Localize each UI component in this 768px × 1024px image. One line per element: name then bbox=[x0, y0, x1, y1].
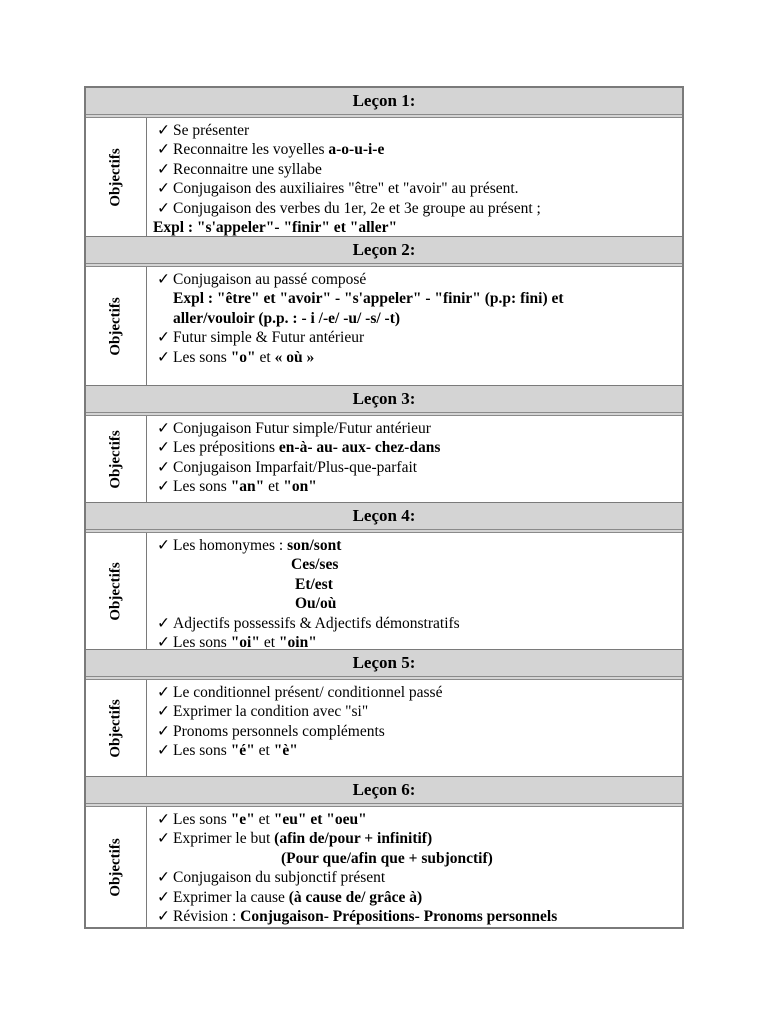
objective-text: (à cause de/ grâce à) bbox=[288, 888, 423, 906]
lesson-body bbox=[86, 118, 682, 237]
checkmark-icon: ✓ bbox=[157, 907, 170, 925]
checkmark-icon: ✓ bbox=[157, 830, 170, 848]
objective-item bbox=[157, 438, 682, 457]
objective-item bbox=[157, 888, 682, 907]
objectives-label: Objectifs bbox=[107, 429, 124, 489]
checkmark-icon: ✓ bbox=[157, 141, 170, 159]
lesson-block bbox=[84, 650, 684, 777]
checkmark-icon: ✓ bbox=[157, 420, 170, 437]
objective-text: "é" bbox=[230, 742, 255, 760]
objective-item bbox=[157, 121, 682, 140]
objective-text: et bbox=[255, 348, 275, 366]
objective-text: "eu" et "oeu" bbox=[273, 811, 367, 828]
objectives-list bbox=[147, 267, 682, 385]
objectives-list bbox=[147, 680, 682, 776]
objectives-list bbox=[147, 533, 682, 649]
objective-text: Exprimer le but bbox=[173, 830, 275, 848]
objective-text: Conjugaison- Prépositions- Pronoms personnels bbox=[240, 907, 558, 925]
objectives-label: Objectifs bbox=[107, 296, 124, 356]
objective-text: Conjugaison au passé composé bbox=[173, 271, 367, 288]
objective-text: Conjugaison du subjonctif présent bbox=[173, 869, 386, 887]
objectives-side-cell bbox=[86, 533, 147, 649]
objective-text: Ces/ses bbox=[291, 556, 339, 574]
lesson-title: Leçon 4: bbox=[86, 503, 682, 533]
checkmark-icon: ✓ bbox=[157, 742, 170, 760]
objective-item bbox=[157, 458, 682, 477]
objective-item bbox=[157, 829, 682, 848]
objective-item bbox=[157, 328, 682, 347]
objective-item bbox=[157, 722, 682, 741]
objective-text: Les sons bbox=[173, 633, 231, 651]
objective-text: son/sont bbox=[287, 537, 342, 554]
objective-text: Conjugaison Imparfait/Plus-que-parfait bbox=[173, 458, 418, 476]
objective-item bbox=[157, 477, 682, 496]
lesson-block bbox=[84, 237, 684, 386]
lesson-block bbox=[84, 386, 684, 503]
checkmark-icon: ✓ bbox=[157, 888, 170, 906]
objective-item bbox=[157, 849, 682, 868]
objective-text: « où » bbox=[274, 348, 315, 366]
objectives-side-cell bbox=[86, 416, 147, 502]
checkmark-icon: ✓ bbox=[157, 122, 170, 139]
objective-text: Se présenter bbox=[173, 122, 250, 139]
objective-text: Conjugaison Futur simple/Futur antérieur bbox=[173, 420, 431, 437]
checkmark-icon: ✓ bbox=[157, 199, 170, 217]
checkmark-icon: ✓ bbox=[157, 180, 170, 198]
lesson-title: Leçon 6: bbox=[86, 777, 682, 807]
checkmark-icon: ✓ bbox=[157, 722, 170, 740]
objective-text: aller/vouloir (p.p. : - i /-e/ -u/ -s/ -t) bbox=[173, 309, 401, 327]
objective-text: Pronoms personnels compléments bbox=[173, 722, 385, 740]
objective-text: et bbox=[254, 811, 274, 828]
objective-item bbox=[157, 683, 682, 702]
objective-text: et bbox=[264, 478, 284, 496]
objective-text: (Pour que/afin que + subjonctif) bbox=[281, 849, 493, 867]
objective-text: "e" bbox=[230, 811, 255, 828]
objective-text: Révision : bbox=[173, 907, 241, 925]
checkmark-icon: ✓ bbox=[157, 633, 170, 651]
objectives-side-cell bbox=[86, 267, 147, 385]
objective-item bbox=[157, 614, 682, 633]
lessons-table bbox=[84, 86, 684, 929]
objective-item bbox=[157, 907, 682, 926]
checkmark-icon: ✓ bbox=[157, 329, 170, 347]
objective-text: Expl : "être" et "avoir" - "s'appeler" - "finir" (p.p: fini) et bbox=[173, 290, 564, 308]
checkmark-icon: ✓ bbox=[157, 684, 170, 701]
objective-item bbox=[157, 270, 682, 289]
checkmark-icon: ✓ bbox=[157, 271, 170, 288]
objective-text: Conjugaison des verbes du 1er, 2e et 3e groupe au présent ; bbox=[173, 199, 541, 217]
objectives-list bbox=[147, 118, 682, 236]
objectives-label: Objectifs bbox=[107, 561, 124, 621]
objective-item bbox=[157, 179, 682, 198]
objective-text: Le conditionnel présent/ conditionnel passé bbox=[173, 684, 443, 701]
objectives-side-cell bbox=[86, 118, 147, 236]
checkmark-icon: ✓ bbox=[157, 869, 170, 887]
lesson-body bbox=[86, 267, 682, 386]
checkmark-icon: ✓ bbox=[157, 703, 170, 721]
objective-item bbox=[157, 160, 682, 179]
objective-item bbox=[157, 289, 682, 308]
lesson-block bbox=[84, 86, 684, 237]
objective-text: Reconnaitre les voyelles bbox=[173, 141, 329, 159]
lesson-body bbox=[86, 807, 682, 927]
objective-text: et bbox=[254, 742, 274, 760]
objective-text: Reconnaitre une syllabe bbox=[173, 160, 322, 178]
objectives-label: Objectifs bbox=[107, 147, 124, 207]
objective-text: "an" bbox=[230, 478, 265, 496]
lesson-body bbox=[86, 680, 682, 777]
checkmark-icon: ✓ bbox=[157, 811, 170, 828]
checkmark-icon: ✓ bbox=[157, 614, 170, 632]
checkmark-icon: ✓ bbox=[157, 458, 170, 476]
objective-text: Exprimer la condition avec "si" bbox=[173, 703, 369, 721]
objective-text: a-o-u-i-e bbox=[328, 141, 385, 159]
lesson-title: Leçon 3: bbox=[86, 386, 682, 416]
objective-text: Les homonymes : bbox=[173, 537, 288, 554]
objective-text: en-à- au- aux- chez-dans bbox=[278, 439, 441, 457]
objective-text: Conjugaison des auxiliaires "être" et "avoir" au présent. bbox=[173, 180, 519, 198]
objective-text: Les sons bbox=[173, 348, 231, 366]
objective-item bbox=[157, 536, 682, 555]
checkmark-icon: ✓ bbox=[157, 439, 170, 457]
objective-text: Ou/où bbox=[295, 595, 337, 613]
objective-item bbox=[157, 868, 682, 887]
lesson-body bbox=[86, 533, 682, 650]
objective-text: Et/est bbox=[295, 575, 333, 593]
objectives-side-cell bbox=[86, 807, 147, 927]
objective-text: Expl : "s'appeler"- "finir" et "aller" bbox=[153, 218, 398, 236]
objective-text: "oin" bbox=[278, 633, 317, 651]
objective-text: "oi" bbox=[230, 633, 260, 651]
objective-item bbox=[157, 575, 682, 594]
objective-item bbox=[157, 702, 682, 721]
objective-text: "on" bbox=[283, 478, 317, 496]
objective-item bbox=[157, 140, 682, 159]
lesson-title: Leçon 1: bbox=[86, 88, 682, 118]
objective-text: et bbox=[259, 633, 279, 651]
objective-text: Les sons bbox=[173, 742, 231, 760]
lesson-block bbox=[84, 503, 684, 650]
objective-item bbox=[157, 555, 682, 574]
objective-item bbox=[157, 309, 682, 328]
objectives-list bbox=[147, 416, 682, 502]
lesson-title: Leçon 5: bbox=[86, 650, 682, 680]
objective-text: Les prépositions bbox=[173, 439, 279, 457]
checkmark-icon: ✓ bbox=[157, 537, 170, 554]
objectives-list bbox=[147, 807, 682, 927]
objective-text: Les sons bbox=[173, 811, 231, 828]
objective-item bbox=[153, 218, 682, 237]
objective-item bbox=[157, 419, 682, 438]
objectives-label: Objectifs bbox=[107, 837, 124, 897]
objective-item bbox=[157, 199, 682, 218]
objective-item bbox=[157, 810, 682, 829]
checkmark-icon: ✓ bbox=[157, 478, 170, 496]
lesson-body bbox=[86, 416, 682, 503]
objective-text: Futur simple & Futur antérieur bbox=[173, 329, 365, 347]
lesson-block bbox=[84, 777, 684, 929]
checkmark-icon: ✓ bbox=[157, 160, 170, 178]
lesson-title: Leçon 2: bbox=[86, 237, 682, 267]
objective-item bbox=[157, 594, 682, 613]
objective-text: "o" bbox=[230, 348, 256, 366]
objective-text: Exprimer la cause bbox=[173, 888, 289, 906]
objective-text: (afin de/pour + infinitif) bbox=[274, 830, 433, 848]
objective-item bbox=[157, 633, 682, 652]
objective-text: Les sons bbox=[173, 478, 231, 496]
objective-item bbox=[157, 348, 682, 367]
objective-text: Adjectifs possessifs & Adjectifs démonstratifs bbox=[173, 614, 460, 632]
objective-item bbox=[157, 741, 682, 760]
objectives-label: Objectifs bbox=[107, 698, 124, 758]
checkmark-icon: ✓ bbox=[157, 348, 170, 366]
objectives-side-cell bbox=[86, 680, 147, 776]
objective-text: "è" bbox=[273, 742, 298, 760]
